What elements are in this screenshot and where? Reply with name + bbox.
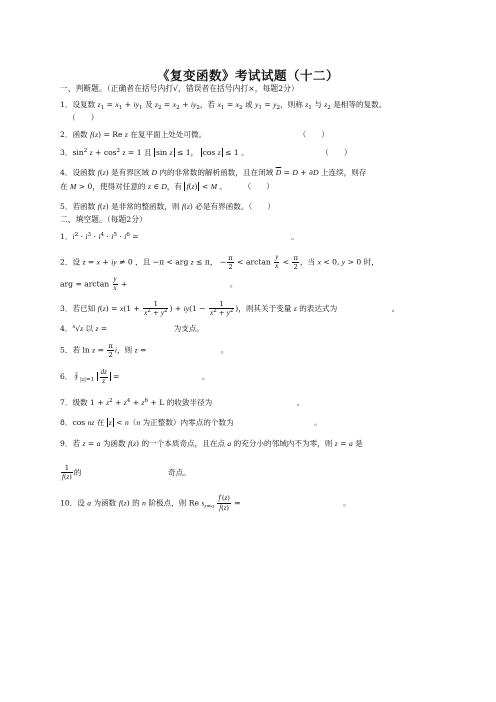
fill-item-10: 10．设 a 为函数 f(z) 的 n 阶极点，则 Re $s_{z=a}$ $\frac{f'(z)}{f(z)}$ = 。 bbox=[60, 494, 351, 512]
fill-item-9: 9．若 z = a 为函数 f(z) 的一个本质奇点，且在点 a 的充分小的邻域内不为零，则 z = a 是 bbox=[60, 439, 363, 448]
fill-item-2-cont: arg = arctan $\frac{y}{x}$ + 。 bbox=[60, 276, 238, 292]
fill-item-9-cont: $\frac{1}{f(z)}$ 的 奇点。 bbox=[62, 464, 191, 481]
judgment-item-1-bracket: （ ） bbox=[68, 113, 99, 122]
judgment-item-2: 2．函数 f(z) = Re z 在复平面上处处可微。 （ ） bbox=[60, 130, 330, 139]
fill-item-8: 8．cos nz 在 z < n（n 为正整数）内零点的个数为 。 bbox=[60, 418, 322, 427]
fill-item-2: 2．设 z = x + iy ≠ 0 ，且 −π < arg z ≤ π， − $\frac{\pi}{2}$ < arctan $\frac{y}{x}$ < $\frac{\pi}{2}$ ，当 x < 0, y > 0 时， bbox=[60, 254, 379, 271]
section-heading-judgment: 一、判断题。（正确者在括号内打√，错误者在括号内打×，每题2分） bbox=[60, 84, 299, 93]
fill-item-7: 7．级数 $1 + z^2 + z^4 + z^6 + L$ 的收敛半径为 。 bbox=[60, 398, 305, 407]
fill-item-6: 6．$∮_{|z|=1}$ $\frac{dz}{z}$ = 。 bbox=[60, 369, 210, 385]
judgment-item-5: 5．若函数 f(z) 是非常的整函数，则 f(z) 必是有界函数。（ ） bbox=[60, 202, 276, 211]
fill-item-5: 5．若 ln z = $\frac{\pi}{2}$ i，则 z = 。 bbox=[60, 342, 229, 359]
page-title: 《复变函数》考试试题（十二） bbox=[156, 68, 339, 83]
judgment-item-4-cont: 在 M > 0，使得对任意的 z ∈ D，有 f(z) < M 。 （ ） bbox=[60, 182, 274, 191]
section-heading-fill: 二、填空题。（每题2分） bbox=[60, 215, 147, 224]
fill-item-1: 1．$i^2 \cdot i^3 \cdot i^4 \cdot i^5 \cdot i^6$ = 。 bbox=[60, 232, 299, 241]
fill-item-3: 3．若已知 f(z) = x(1 + $\frac{1}{x^2 + y^2}$ ) + iy(1 − $\frac{1}{x^2 + y^2}$ )，则其关于变量 z 的表达式为 。 bbox=[60, 300, 400, 317]
judgment-item-3: 3．$\sin^2 z + \cos^2 z = 1$ 且 sin z ≤ 1， cos z ≤ 1 。 （ ） bbox=[60, 148, 352, 157]
judgment-item-1: 1．设复数 $z_1 = x_1 + iy_1$ 及 $z_2 = x_2 + iy_2$，若 $x_1 = x_2$ 或 $y_1 = y_2$，则称 $z_1$ 与 $z_2$ 是相等的复数。 bbox=[60, 100, 387, 111]
judgment-item-4: 4．设函数 f(z) 是有界区域 D 内的非常数的解析函数，且在闭域 $\overline{D} = D + \partial D$ 上连续，则存 bbox=[60, 168, 367, 177]
fill-item-4: 4．$^n$√z 以 z = 为支点。 bbox=[60, 324, 205, 333]
